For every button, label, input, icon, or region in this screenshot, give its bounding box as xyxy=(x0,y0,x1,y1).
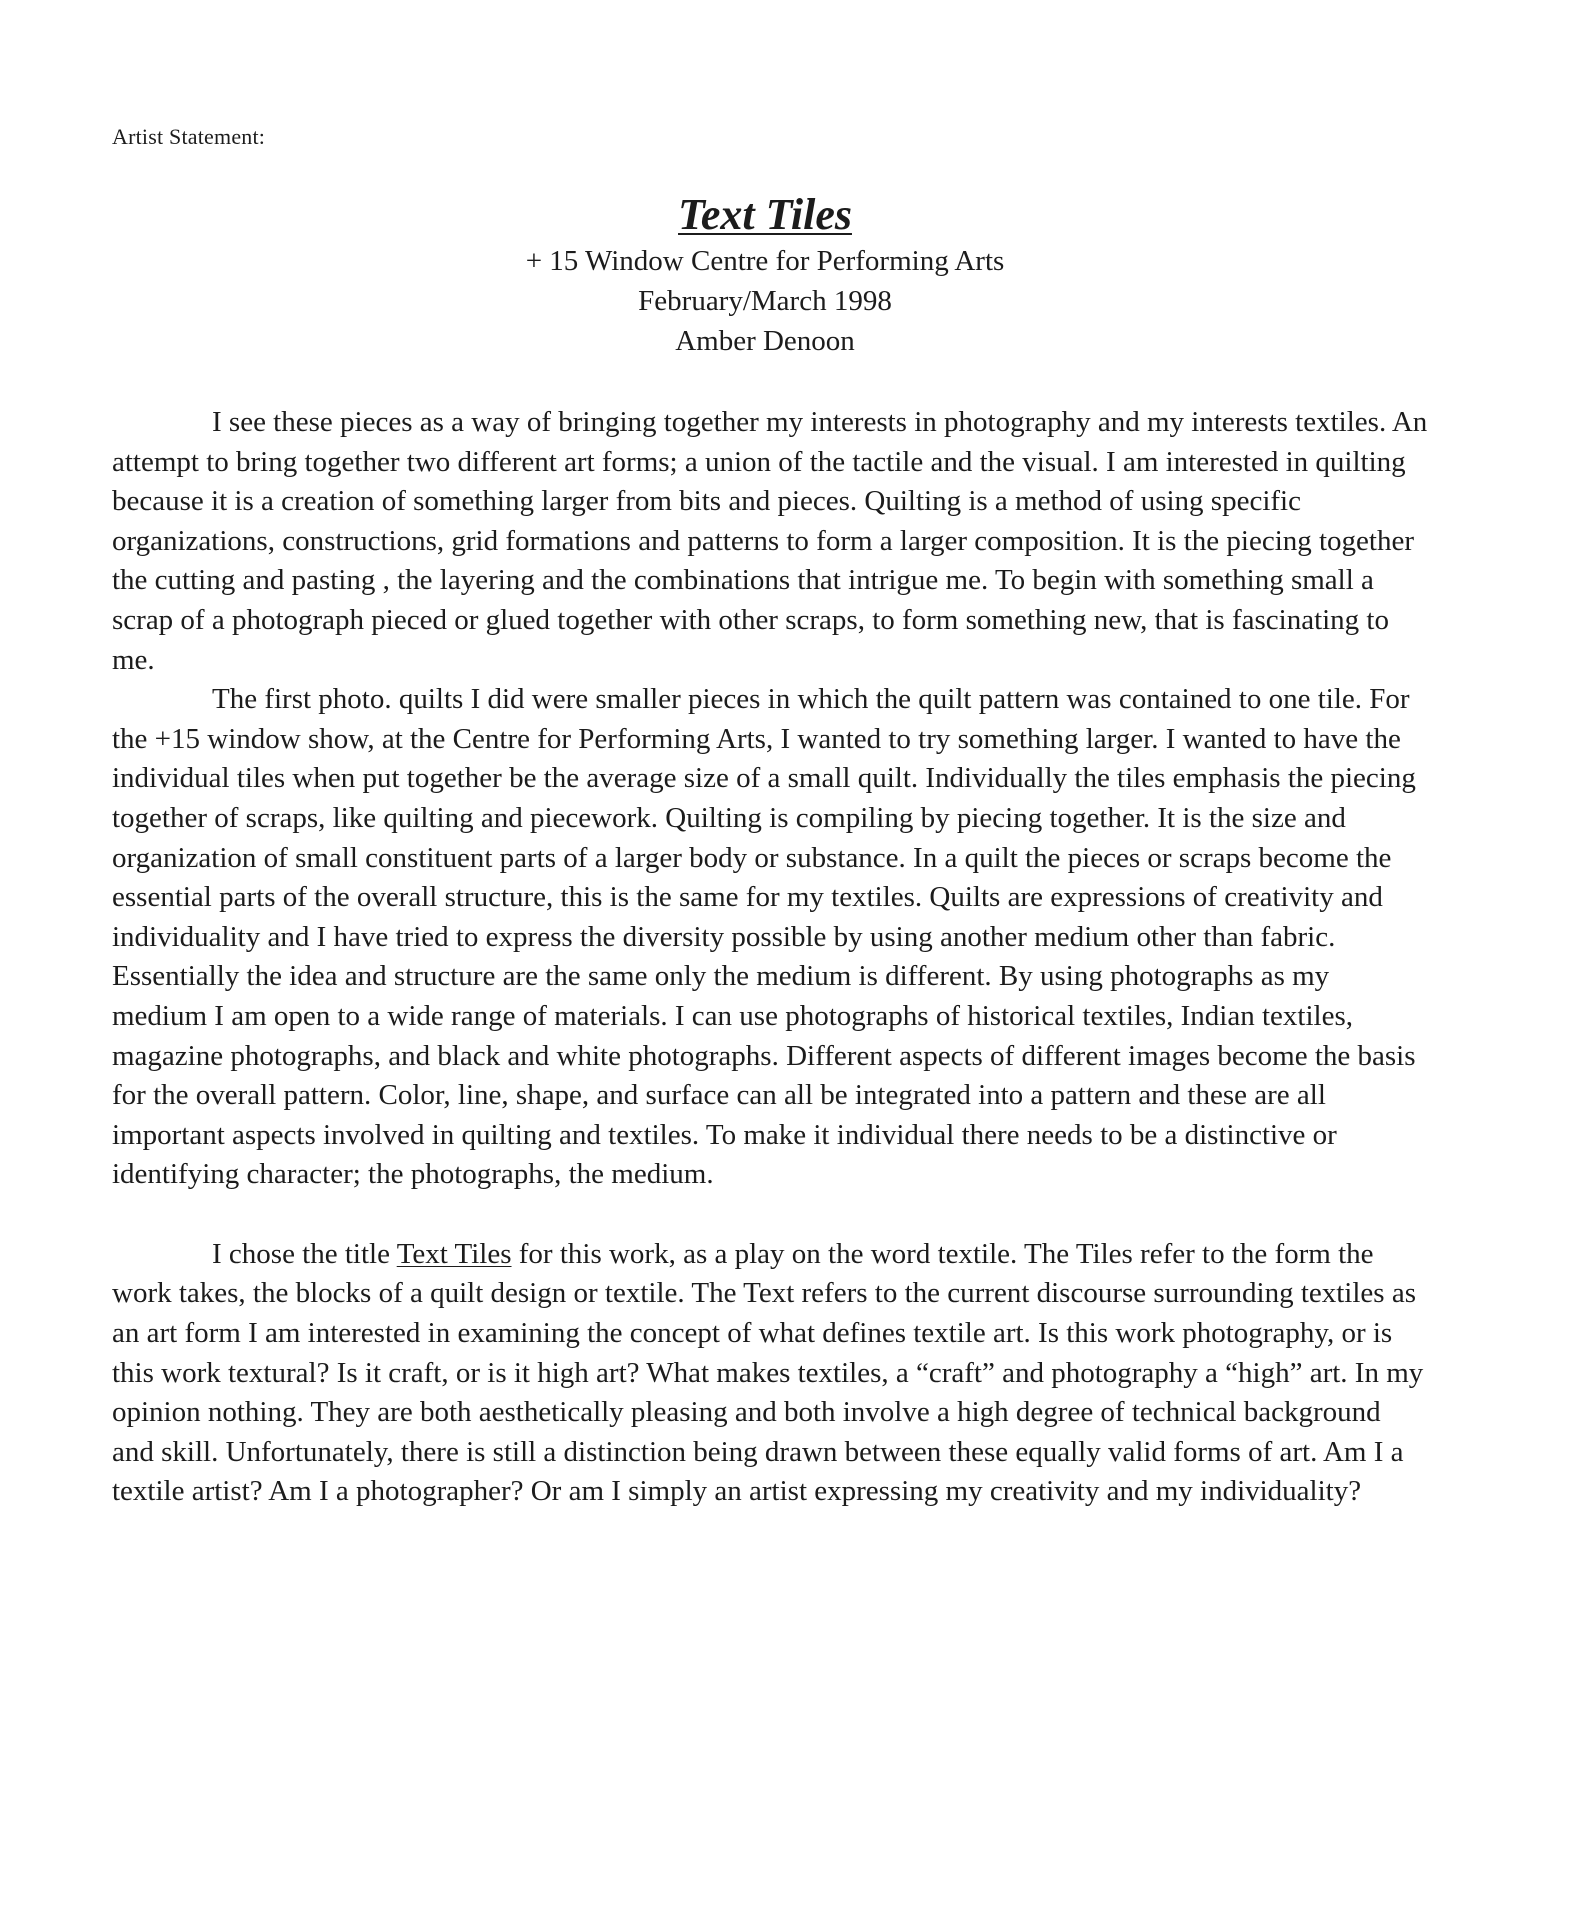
date-line: February/March 1998 xyxy=(638,284,892,317)
paragraph-spacer xyxy=(112,1195,1428,1235)
author-line: Amber Denoon xyxy=(675,324,855,357)
paragraph-3-title: Text Tiles xyxy=(396,1237,512,1270)
statement-body xyxy=(112,403,1428,1512)
paragraph-1 xyxy=(112,403,1428,680)
paragraph-2-text: The first photo. quilts I did were smaller pieces in which the quilt pattern was contained to one tile. For the +15 window show, at the Centre for Performing Arts, I wanted to try something larger. I wanted to have the individual tiles when put together be the average size of a small quilt. Individually the tiles emphasis the piecing together of scraps, like quilting and piecework. Quilting is compiling by piecing together. It is the size and organization of small constituent parts of a larger body or substance. In a quilt the pieces or scraps become the essential parts of the overall structure, this is the same for my textiles. Quilts are expressions of creativity and individuality and I have tried to express the diversity possible by using another medium other than fabric. Essentially the idea and structure are the same only the medium is different. By using photographs as my medium I am open to a wide range of materials. I can use photographs of historical textiles, Indian textiles, magazine photographs, and black and white photographs. Different aspects of different images become the basis for the overall pattern. Color, line, shape, and surface can all be integrated into a pattern and these are all important aspects involved in quilting and textiles. To make it individual there needs to be a distinctive or identifying character; the photographs, the medium. xyxy=(112,683,1416,1191)
document-title: Text Tiles xyxy=(678,190,852,239)
paragraph-2 xyxy=(112,680,1428,1195)
paragraph-3 xyxy=(112,1235,1428,1512)
paragraph-1-text: I see these pieces as a way of bringing together my interests in photography and my interests textiles. An attempt to bring together two different art forms; a union of the tactile and the visual. I am interested in quilting because it is a creation of something larger from bits and pieces. Quilting is a method of using specific organizations, constructions, grid formations and patterns to form a larger composition. It is the piecing together the cutting and pasting , the layering and the combinations that intrigue me. To begin with something small a scrap of a photograph pieced or glued together with other scraps, to form something new, that is fascinating to me. xyxy=(112,406,1428,676)
document-label: Artist Statement: xyxy=(112,124,266,149)
paragraph-3-rest: for this work, as a play on the word textile. The Tiles refer to the form the work takes, the blocks of a quilt design or textile. The Text refers to the current discourse surrounding textiles as an art form I am interested in examining the concept of what defines textile art. Is this work photography, or is this work textural? Is it craft, or is it high art? What makes textiles, a “craft” and photography a “high” art. In my opinion nothing. They are both aesthetically pleasing and both involve a high degree of technical background and skill. Unfortunately, there is still a distinction being drawn between these equally valid forms of art. Am I a textile artist? Am I a photographer? Or am I simply an artist expressing my creativity and my individuality? xyxy=(112,1237,1424,1508)
paragraph-3-start: I chose the title xyxy=(212,1237,397,1270)
venue-line: + 15 Window Centre for Performing Arts xyxy=(525,244,1005,277)
document-header xyxy=(0,190,1530,361)
